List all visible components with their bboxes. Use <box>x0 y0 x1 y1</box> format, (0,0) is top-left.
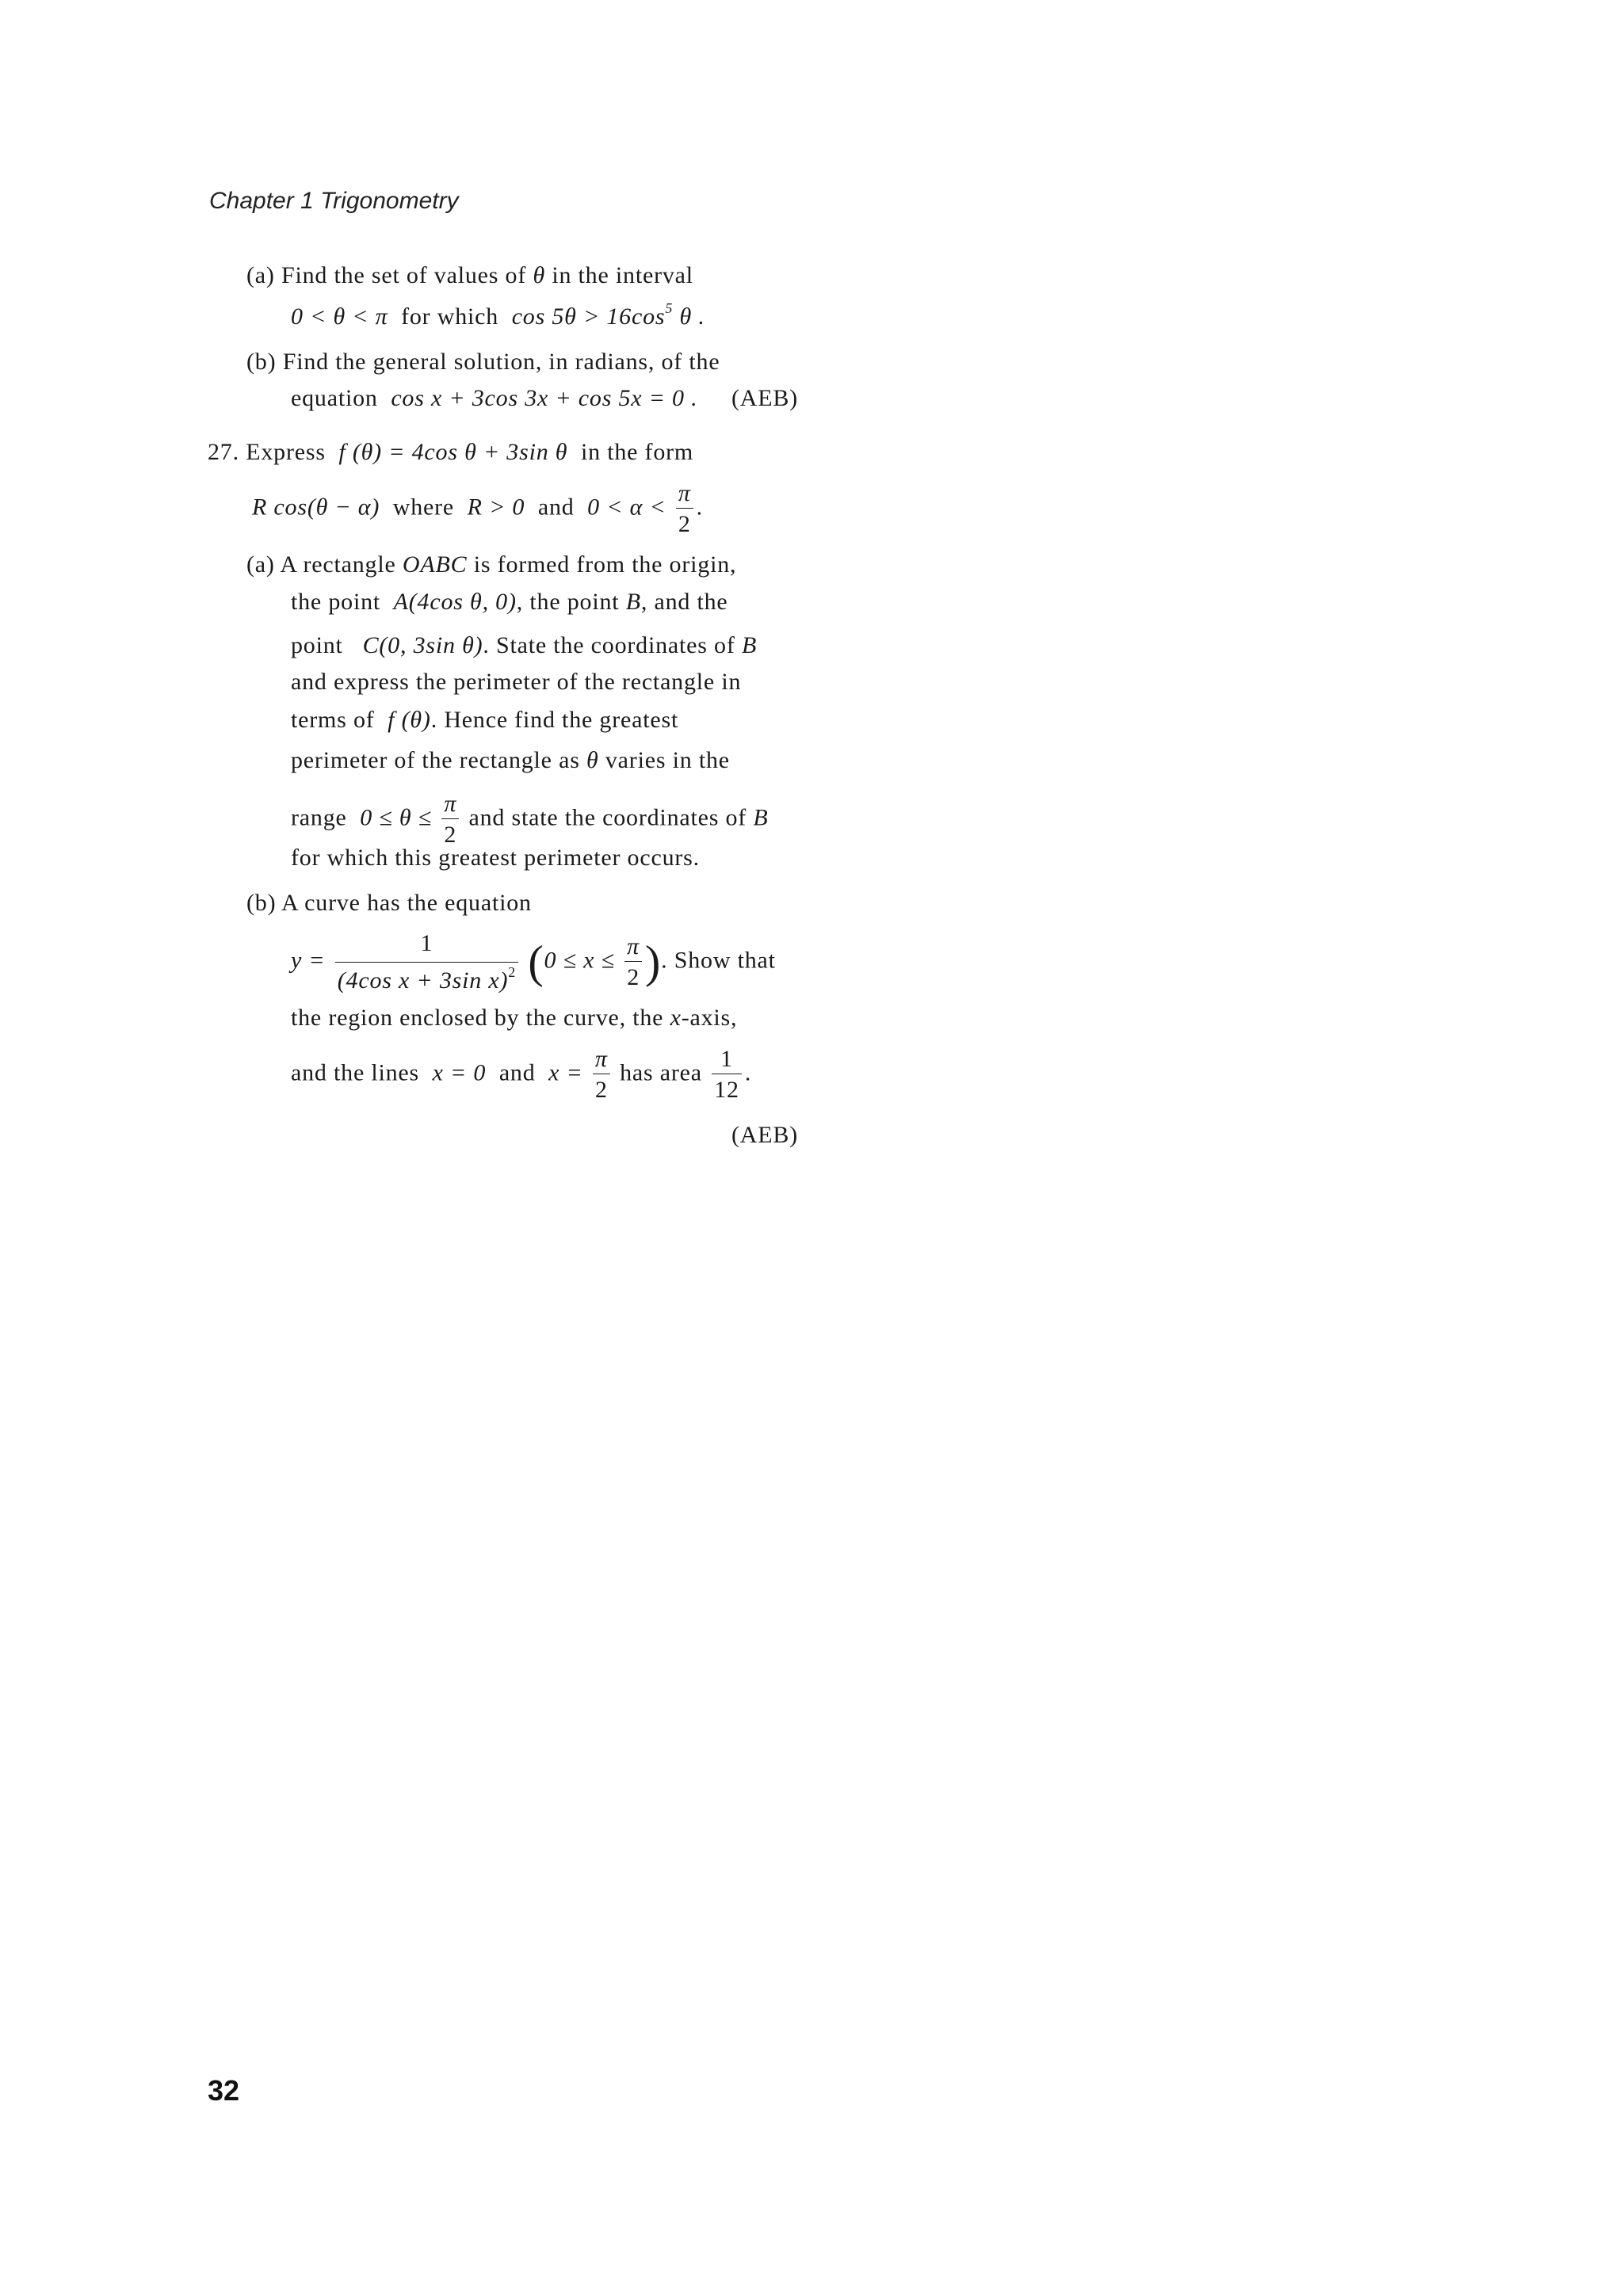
q26a-line2: 0 < θ < π for which $\cos 5\theta > 16\cos^5$ θ . <box>291 300 705 330</box>
q27-source: (AEB) <box>731 1122 798 1148</box>
theta-symbol: θ <box>533 262 545 288</box>
q26a-label: (a) <box>246 262 275 288</box>
chapter-header: Chapter 1 Trigonometry <box>209 188 459 214</box>
q26a-line1: (a) Find the set of values of θ in the interval <box>246 262 693 288</box>
inequality-expression: $\cos 5\theta > 16\cos^5$ θ . <box>511 300 705 330</box>
pi-over-two-fraction: $\frac{\pi}{2}$ <box>441 792 459 847</box>
pi-over-two-fraction: $\frac{\pi}{2}$ <box>624 935 642 990</box>
q27a-line2: the point A(4cos θ, 0), the point B, and the <box>291 589 728 615</box>
q26b-label: (b) <box>246 349 277 375</box>
left-paren: ( <box>528 936 544 988</box>
pi-over-two-fraction: $\frac{\pi}{2}$ <box>593 1047 610 1102</box>
q27b-line3: the region enclosed by the curve, the x-axis, <box>291 1005 738 1031</box>
q27-line1: 27. Express f (θ) = 4cos θ + 3sin θ in the form <box>208 439 694 465</box>
q27a-label: (a) <box>246 551 275 578</box>
domain-expression: 0 ≤ x ≤ <box>544 947 615 974</box>
q27a-line6: perimeter of the rectangle as θ varies in the <box>291 747 730 773</box>
right-paren: ) <box>645 936 662 988</box>
q26-source: (AEB) <box>731 385 798 411</box>
function-definition: f (θ) = 4cos θ + 3sin θ <box>338 439 568 465</box>
q27b-label: (b) <box>246 890 277 916</box>
q27b-line4: and the lines x = 0 and x = $\frac{\pi}{2}$ has area $\frac{1}{12}$ . <box>291 1046 752 1103</box>
q27a-line4: and express the perimeter of the rectangle in <box>291 669 742 695</box>
alpha-condition: 0 < α < <box>587 494 666 521</box>
q27b-equation: y = $\frac{1}{(4\cos x + 3\sin x)^2}$ (0 ≤ x ≤ $\frac{\pi}{2}$ ). Show that <box>291 930 776 994</box>
q27a-line5: terms of f (θ). Hence find the greatest <box>291 707 679 733</box>
q27a-line1: (a) A rectangle OABC is formed from the origin, <box>246 551 737 578</box>
q27a-line7: range 0 ≤ θ ≤ $\frac{\pi}{2}$ and state the coordinates of B <box>291 791 769 848</box>
page-number: 32 <box>208 2074 240 2107</box>
q27-number: 27. <box>208 439 239 465</box>
pi-over-two-fraction: $\frac{\pi}{2}$ <box>676 482 693 536</box>
interval-expression: 0 < θ < π <box>291 303 388 330</box>
q27a-line3: point C(0, 3sin θ). State the coordinates of B <box>291 632 758 658</box>
range-expression: 0 ≤ θ ≤ <box>360 804 433 831</box>
q27a-line8: for which this greatest perimeter occurs. <box>291 845 700 871</box>
equation-expression: cos x + 3cos 3x + cos 5x = 0 . <box>391 385 698 411</box>
q27b-line1: (b) A curve has the equation <box>246 890 532 916</box>
area-fraction: $\frac{1}{12}$ <box>712 1047 742 1102</box>
curve-fraction: $\frac{1}{(4\cos x + 3\sin x)^2}$ <box>335 932 518 993</box>
point-c: C(0, 3sin θ) <box>362 632 483 658</box>
point-a: A(4cos θ, 0) <box>393 589 517 615</box>
q26b-line2: equation cos x + 3cos 3x + cos 5x = 0 . <box>291 385 698 411</box>
q26b-line1: (b) Find the general solution, in radians, of the <box>246 349 720 375</box>
q27-line2: R cos(θ − α) where R > 0 and 0 < α < $\frac{\pi}{2}$ . <box>252 480 703 537</box>
r-condition: R > 0 <box>467 494 525 521</box>
form-expression: R cos(θ − α) <box>252 494 380 521</box>
